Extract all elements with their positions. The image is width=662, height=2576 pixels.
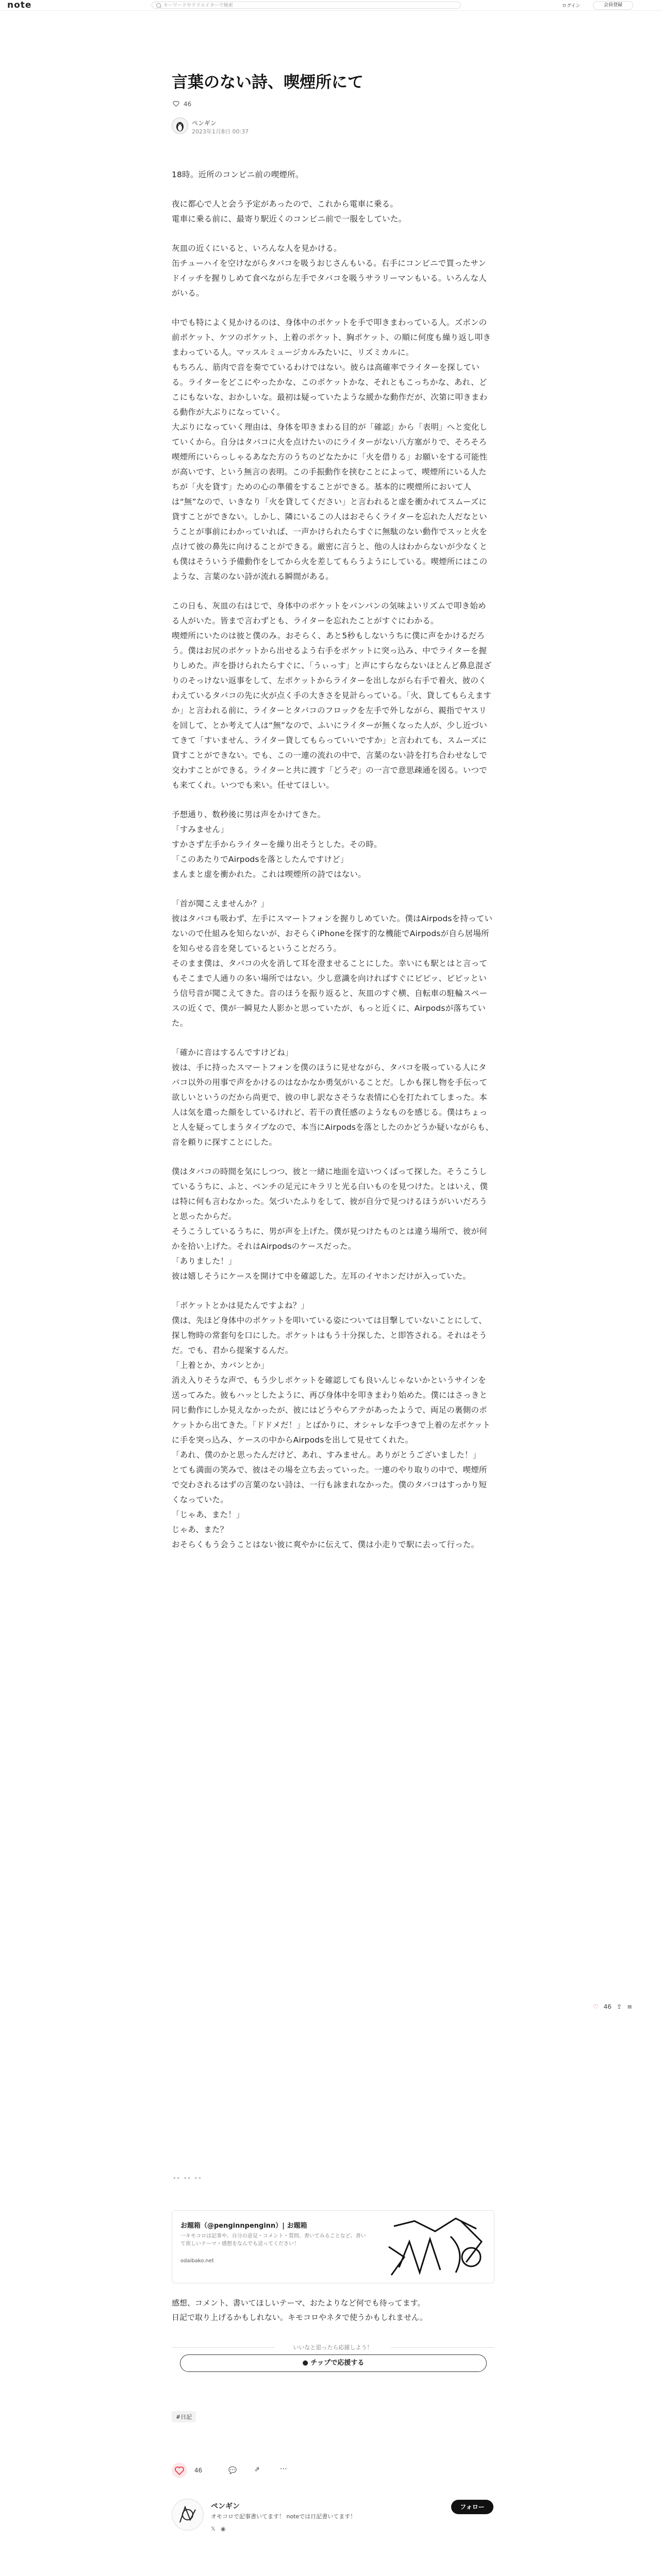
link-card-description: 一キモコロは記事や、自分の意見・コメント・質問、書いてみることなど、書いて欲しいテーマ・感想をなんでも送ってください！	[180, 2233, 366, 2247]
link-card[interactable]	[172, 2210, 494, 2283]
creator-social-links	[211, 2526, 230, 2532]
search-input[interactable]	[152, 2, 461, 9]
twitter-icon[interactable]: 𝕏	[211, 2526, 221, 2532]
heart-icon	[173, 100, 179, 107]
creator-avatar[interactable]	[172, 2499, 204, 2531]
login-link[interactable]: ログイン	[562, 4, 581, 9]
note-logo[interactable]: note	[7, 0, 32, 10]
tip-button[interactable]	[180, 2354, 487, 2372]
article-paragraph: 予想通り、数秒後に男は声をかけてきた。 「すみません」 すかさず左手からライターを繰り出そうとした。その時。 「このあたりでAirpodsを落としたんですけど」 まんまと虚を衝かれた。これは喫煙所の詩ではない。	[172, 810, 382, 879]
author-name[interactable]: ペンギン	[192, 120, 217, 127]
like-button[interactable]	[172, 2463, 187, 2478]
signup-button[interactable]: 会員登録	[593, 1, 633, 10]
share-icon[interactable]: ⇗	[254, 2466, 260, 2473]
publish-date: 2023年1月8日 00:37	[192, 128, 249, 135]
creator-profile	[172, 2499, 494, 2561]
support-section	[172, 2343, 494, 2374]
link-card-domain: odaibako.net	[180, 2258, 214, 2264]
like-counter[interactable]	[173, 100, 191, 108]
floating-action-bar	[593, 2003, 637, 2010]
like-count: 46	[184, 100, 192, 108]
article-paragraph: 灰皿の近くにいると、いろんな人を見かける。 缶チューハイを空けながらタバコを吸うおじさんもいる。右手にコンビニで買ったサンドイッチを握りしめて食べながら左手でタバコを吸うサラリーマンもいる。いろんな人がいる。	[172, 244, 487, 298]
article-paragraph: 「首が聞こえませんか？」 彼はタバコも吸わず、左手にスマートフォンを握りしめていた。僕はAirpodsを持っていないので仕組みを知らないが、おそらくiPhoneを探す的な機能でAirpodsが自ら居場所を知らせる音を発しているということだろう。 そのまま僕は、タバコの火を消して耳を澄ませることにした。幸いにも駅とはと言ってもそこまで人通りの多い場所ではない。少し意識を向ければすぐにピピッ、ピピッという信号音が聞こえてきた。音のほうを振り返ると、灰皿のすぐ横、自転車の駐輪スペースの近くで、僕が一瞬見た人影かと思っていたが、もっと近くに、Airpodsが落ちていた。	[172, 899, 493, 1028]
rss-icon[interactable]: ◉	[220, 2526, 231, 2532]
comment-icon[interactable]: 💬	[228, 2467, 237, 2475]
top-navigation-bar	[0, 0, 662, 11]
penguin-avatar-icon	[172, 118, 188, 133]
closing-note: 感想、コメント、書いてほしいテーマ、おたよりなど何でも待ってます。 日記で取り上げるかもしれない。キモコロやネタで使うかもしれません。	[172, 2298, 427, 2322]
tip-button-label: チップで応援する	[310, 2359, 365, 2367]
article-paragraph: 「確かに音はするんですけどね」 彼は、手に持ったスマートフォンを僕のほうに見せながら、タバコを吸っている人にタバコ以外の用事で声をかけるのはなかなか勇気がいることだ。しかも探し物を手伝って欲しいというのだから尚更で、彼の申し訳なさそうな表情に心を打たれてしまった。本人は気を遣った顔をしているけれど、若干の責任感のようなものを感じる。僕はちょっと人を疑ってしまうタイプなので、本当にAirpodsを落としたのかどうか疑いながらも、音を頼りに探すことにした。	[172, 1048, 494, 1147]
article-title: 言葉のない詩、喫煙所にて	[172, 73, 363, 92]
search-placeholder: キーワードやクリエイターで検索	[163, 3, 233, 8]
link-card-title: お題箱（@penginnpenginn）| お題箱	[180, 2222, 307, 2230]
floating-menu-icon[interactable]: ≡	[627, 2003, 633, 2010]
author-avatar[interactable]	[172, 117, 188, 134]
article-action-row	[172, 2463, 494, 2478]
article-paragraph: 中でも特によく見かけるのは、身体中のポケットを手で叩きまわっている人。ズボンの前ポケット、ケツのポケット、上着のポケット、胸ポケット、の順に何度も繰り返し叩きまわっている人。マッスルミュージカルみたいに、リズミカルに。 もちろん、筋肉で音を奏でているわけではない。彼らは高確率でライターを探している。ライターをどこにやったかな、このポケットかな、それともこっちかな、あれ、どこにもないな、おかしいな。最初は疑っていたような緩かな動作だが、次第に叩きまわる動作が大ぶりになっていく。 大ぶりになっていく理由は、身体を叩きまわる目的が「確認」から「表明」へと変化していくから。自分はタバコに火を点けたいのにライターがない八方塞がりで、そろそろ喫煙所にいらっしゃるあなた方のうちのどなたかに「火を借りる」お願いをする可能性が高いです、という無言の表明。この手振動作を挟むことによって、喫煙所にいる人たちが「火を貸す」ための心の準備をすることができる。基本的に喫煙所において人は“無”なので、いきなり「火を貸してください」と言われると虚を衝かれてスムーズに貸すことができない。しかし、隣にいるこの人はおそらくライターを忘れた人だなということが事前にわかっていれば、一声かけられたらすぐに無駄のない動作でスッと火を点けて彼の鼻先に向けることができる。厳密に言うと、他の人はわからないが少なくとも僕はそういう予備動作をしてから火を差してもらうようにしている。喫煙所にはこのような、言葉のない詩が流れる瞬間がある。	[172, 318, 491, 581]
article-paragraph: 18時。近所のコンビニ前の喫煙所。	[172, 170, 304, 179]
support-caption: いいなと思ったら応援しよう！	[293, 2344, 373, 2351]
floating-share-icon[interactable]: ⇪	[617, 2003, 622, 2010]
tip-icon: ●	[302, 2359, 311, 2367]
like-count: 46	[194, 2467, 203, 2474]
article-body	[172, 167, 494, 1567]
floating-heart-icon[interactable]: ♡	[593, 2003, 599, 2010]
section-separator: ** ** **	[173, 2177, 203, 2182]
search-icon	[156, 3, 161, 8]
link-card-illustration	[378, 2211, 494, 2283]
heart-icon	[172, 2463, 187, 2478]
article-paragraph: 僕はタバコの時間を気にしつつ、彼と一緒に地面を這いつくばって探した。そうこうしているうちに、ふと、ベンチの足元にキラリと光る白いものを見つけた。とはいえ、僕は特に何も言わなかった。気づいたふりをして、彼が自分で見つけるほうがいいだろうと思ったからだ。 そうこうしているうちに、男が声を上げた。僕が見つけたものとは違う場所で、彼が何かを拾い上げた。それはAirpodsのケースだった。 「ありました！」 彼は嬉しそうにケースを開けて中を確認した。左耳のイヤホンだけが入っていた。	[172, 1167, 488, 1281]
follow-button[interactable]: フォロー	[451, 2500, 493, 2514]
penguin-sketch-icon	[172, 2499, 203, 2530]
more-icon[interactable]: ⋯	[280, 2465, 287, 2473]
floating-like-count: 46	[603, 2003, 612, 2010]
article-paragraph: 夜に都心で人と会う予定があったので、これから電車に乗る。 電車に乗る前に、最寄り駅近くのコンビニ前で一服をしていた。	[172, 199, 407, 224]
creator-name[interactable]: ペンギン	[211, 2502, 240, 2511]
article-paragraph: この日も、灰皿の右はじで、身体中のポケットをパンパンの気味よいリズムで叩き始める人がいた。皆まで言わずとも、ライターを忘れたことがすぐにわかる。 喫煙所にいたのは彼と僕のみ。おそらく、あと5秒もしないうちに僕に声をかけるだろう。僕はお尻のポケットから出せるよう右手をポケットに突っ込み、中でライターを握りしめた。声を掛けられたらすぐに、「うぃっす」と声にすらならないほとんど鼻息混ざりのそっけない返事をして、左ポケットからライターを出しながら右手で着火、彼のくわえているタバコの先に火が点く手の大きさを見計らっている。「火、貸してもらえますか」と言われる前に、ライターとタバコのフロックを左手で外しながら、親指でヤスリを回して、とか考えて人は“無”なので、ふいにライターが無くなった人が、少し近づいてきて「すいません、ライター貸してもらっていいですか」と言われても、スムーズに貸すことができない。でも、この一連の流れの中で、言葉のない詩を打ち合わせなしで交わすことができる。ライターと共に渡す「どうぞ」の一言で意思疎通を図る。いつでも来てくれ。いつでも来い。任せてほしい。	[172, 601, 492, 790]
hashtag-chip[interactable]: #日記	[172, 2411, 196, 2422]
article-paragraph: 「ポケットとかは見たんですよね？」 僕は、先ほど身体中のポケットを叩いている姿については目撃していないことにして、探し物時の常套句を口にした。ポケットはもう十分探した、と即答される。それはそうだ。でも、君から提案するんだ。 「上着とか、カバンとか」 消え入りそうな声で、もう少しポケットを確認しても良いんじゃないかというサインを送ってみた。彼もハッとしたように、再び身体中を叩きまわり始めた。僕にはさっきと同じ動作にしか見えなかったが、彼にはどうやらアテがあったようで、両足の裏側のポケットから出てきた。「ドドメだ！」とばかりに、オシャレな手つきで上着の左ポケットに手を突っ込み、ケースの中からAirpodsを出して見せてくれた。 「あれ、僕のかと思ったんだけど、あれ、すみません。ありがとうございました！」 とても満面の笑みで、彼はその場を立ち去っていった。一連のやり取りの中で、喫煙所で交わされるはずの言葉のない詩は、一行も詠まれなかった。僕のタバコはすっかり短くなっていた。 「じゃあ、また！」 じゃあ、また？ おそらくもう会うことはない彼に爽やかに伝えて、僕は小走りで駅に去って行った。	[172, 1301, 491, 1549]
creator-description: オモコロで記事書いてます！ noteでは日記書いてます！	[211, 2513, 356, 2520]
divider	[391, 2347, 494, 2348]
